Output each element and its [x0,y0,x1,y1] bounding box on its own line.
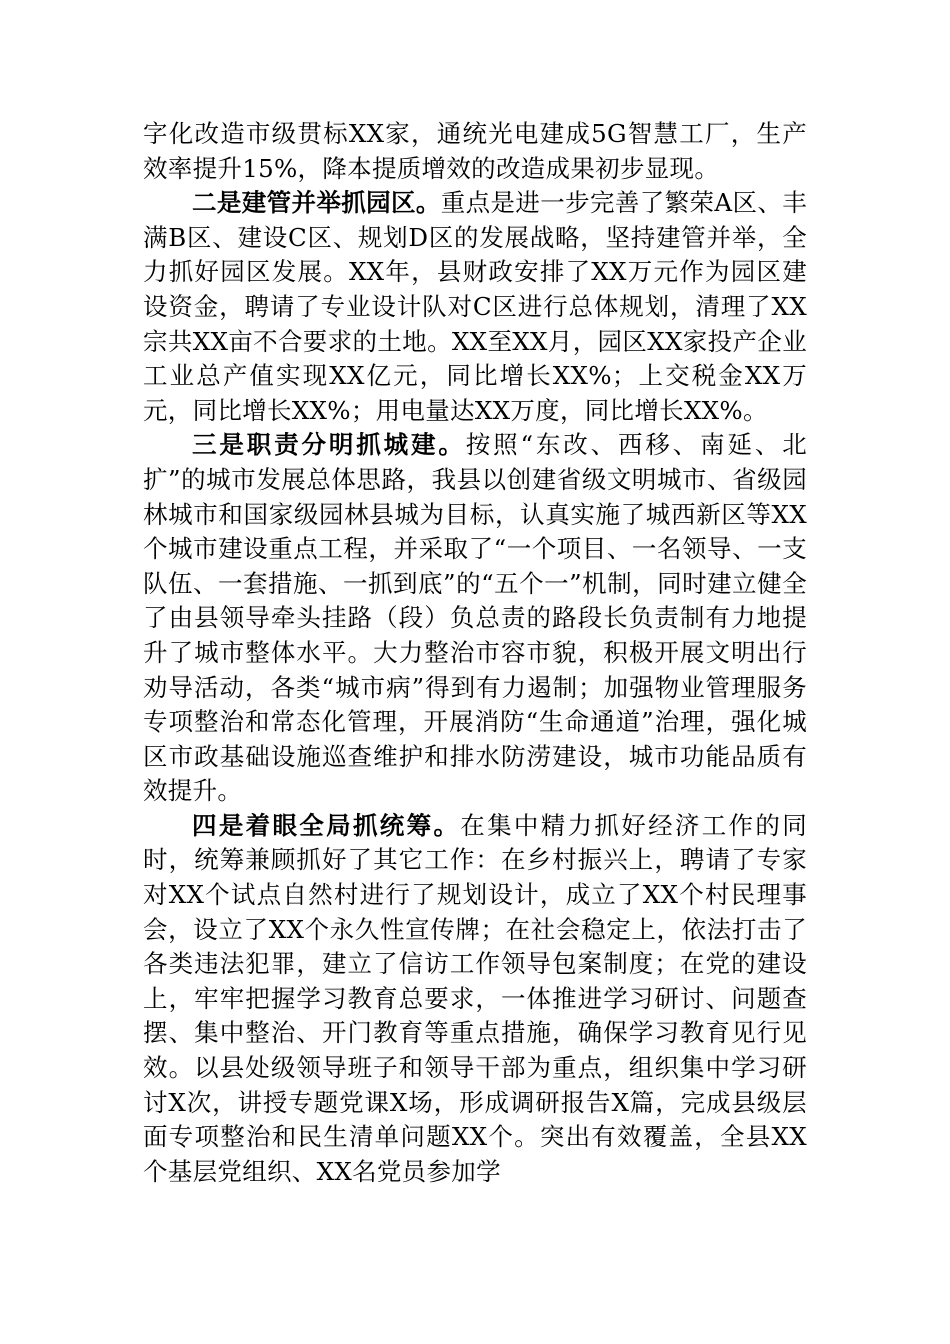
paragraph-2-text: 重点是进一步完善了繁荣A区、丰满B区、建设C区、规划D区的发展战略，坚持建管并举，全力抓好园区发展。XX年，县财政安排了XX万元作为园区建设资金，聘请了专业设计队对C区进行总体规划，清理了XX宗共XX亩不合要求的土地。XX至XX月，园区XX家投产企业工业总产值实现XX亿元，同比增长XX%；上交税金XX万元，同比增长XX%；用电量达XX万度，同比增长XX%。 [143,188,807,425]
paragraph-4 [143,809,807,1190]
paragraph-3 [143,428,807,809]
paragraph-3-text: 按照“东改、西移、南延、北扩”的城市发展总体思路，我县以创建省级文明城市、省级园林城市和国家级园林县城为目标，认真实施了城西新区等XX个城市建设重点工程，并采取了“一个项目、一名领导、一支队伍、一套措施、一抓到底”的“五个一”机制，同时建立健全了由县领导牵头挂路（段）负总责的路段长负责制有力地提升了城市整体水平。大力整治市容市貌，积极开展文明出行劝导活动，各类“城市病”得到有力遏制；加强物业管理服务专项整治和常态化管理，开展消防“生命通道”治理，强化城区市政基础设施巡查维护和排水防涝建设，城市功能品质有效提升。 [143,430,807,806]
paragraph-1 [143,117,807,186]
paragraph-2-lead: 二是建管并举抓园区。 [192,188,441,218]
paragraph-2 [143,186,807,428]
paragraph-4-lead: 四是着眼全局抓统筹。 [192,810,461,840]
paragraph-3-lead: 三是职责分明抓城建。 [192,430,466,460]
paragraph-4-text: 在集中精力抓好经济工作的同时，统筹兼顾抓好了其它工作：在乡村振兴上，聘请了专家对XX个试点自然村进行了规划设计，成立了XX个村民理事会，设立了XX个永久性宣传牌；在社会稳定上，依法打击了各类违法犯罪，建立了信访工作领导包案制度；在党的建设上，牢牢把握学习教育总要求，一体推进学习研讨、问题查摆、集中整治、开门教育等重点措施，确保学习教育见行见效。以县处级领导班子和领导干部为重点，组织集中学习研讨X次，讲授专题党课X场，形成调研报告X篇，完成县级层面专项整治和民生清单问题XX个。突出有效覆盖，全县XX个基层党组织、XX名党员参加学 [143,810,808,1186]
paragraph-1-text: 字化改造市级贯标XX家，通统光电建成5G智慧工厂，生产效率提升15%，降本提质增效的改造成果初步显现。 [143,119,807,183]
document-page [143,117,807,1189]
